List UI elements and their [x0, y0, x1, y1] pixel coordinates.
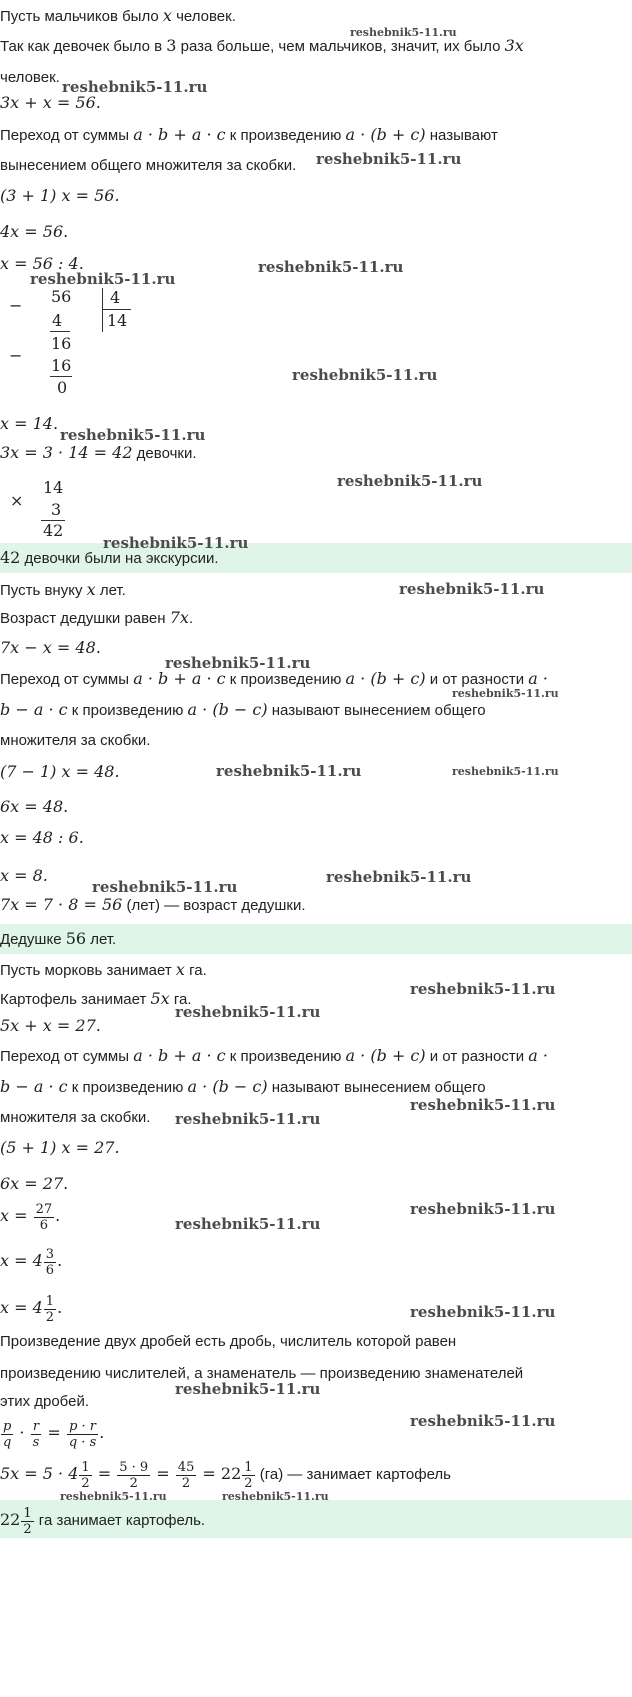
watermark: reshebnik5-11.ru: [410, 1412, 556, 1430]
watermark: reshebnik5-11.ru: [452, 687, 559, 700]
equation: [0, 1292, 62, 1325]
text: и от разности: [425, 671, 529, 688]
watermark: reshebnik5-11.ru: [410, 980, 556, 998]
fraction: [31, 1419, 42, 1450]
denominator: 6: [45, 1262, 55, 1278]
numerator: 5 · 9: [119, 1459, 149, 1475]
factor: 3: [51, 500, 62, 519]
denominator: 2: [181, 1475, 191, 1491]
numerator: 27: [35, 1201, 53, 1217]
watermark: reshebnik5-11.ru: [175, 1380, 321, 1398]
math: 22: [0, 1510, 21, 1529]
text: лет.: [86, 931, 117, 948]
watermark: reshebnik5-11.ru: [337, 472, 483, 490]
partial-subtrahend: 16: [51, 356, 72, 375]
fraction-rule: [0, 1415, 104, 1452]
watermark: reshebnik5-11.ru: [399, 580, 545, 598]
fraction: [34, 1202, 55, 1233]
watermark: reshebnik5-11.ru: [292, 366, 438, 384]
watermark: reshebnik5-11.ru: [350, 26, 457, 39]
dividend: 56: [51, 287, 72, 306]
math: b − a · c: [0, 700, 68, 719]
fraction: [44, 1247, 56, 1278]
math: a · (b − c): [187, 700, 268, 719]
text: к произведению: [67, 1079, 188, 1096]
equation: 4x = 56.: [0, 222, 69, 241]
text: Переход от суммы: [0, 671, 134, 688]
math: a ·: [528, 669, 549, 688]
fraction: [67, 1419, 98, 1450]
answer: [0, 1502, 205, 1539]
text-line: множителя за скобки.: [0, 1109, 151, 1126]
text: (лет) — возраст дедушки.: [122, 897, 306, 914]
calculation: [0, 1456, 451, 1493]
math: a · b + a · c: [133, 125, 226, 144]
subtrahend: 4: [52, 311, 63, 330]
text: к произведению: [67, 702, 188, 719]
product: 42: [43, 521, 64, 540]
watermark: reshebnik5-11.ru: [258, 258, 404, 276]
underline: [50, 376, 72, 377]
watermark: reshebnik5-11.ru: [410, 1303, 556, 1321]
math: x: [162, 6, 172, 25]
watermark: reshebnik5-11.ru: [60, 1490, 167, 1503]
text: называют вынесением общего: [267, 1079, 486, 1096]
math: a · b + a · c: [133, 669, 226, 688]
denominator: 2: [81, 1475, 90, 1491]
text: девочки были на экскурсии.: [20, 550, 219, 567]
watermark: reshebnik5-11.ru: [103, 534, 249, 552]
math: x: [175, 960, 185, 979]
text-line: вынесением общего множителя за скобки.: [0, 157, 297, 174]
math: 3x: [504, 36, 524, 55]
math: 3: [166, 36, 177, 55]
watermark: reshebnik5-11.ru: [175, 1110, 321, 1128]
text-line: [0, 36, 524, 57]
denominator: s: [32, 1434, 40, 1450]
equation: 3x + x = 56.: [0, 93, 101, 112]
remainder: 0: [57, 378, 68, 397]
denominator: 2: [23, 1521, 32, 1537]
numerator: 3: [45, 1246, 55, 1262]
divisor-line: [103, 309, 131, 310]
quotient: 14: [107, 311, 128, 330]
text: Возраст дедушки равен: [0, 610, 170, 627]
watermark: reshebnik5-11.ru: [326, 868, 472, 886]
math: 5x = 5 · 4: [0, 1464, 79, 1483]
text: называют вынесением общего: [267, 702, 486, 719]
watermark: reshebnik5-11.ru: [410, 1200, 556, 1218]
denominator: 2: [244, 1475, 253, 1491]
text: лет.: [95, 582, 126, 599]
equation: 5x + x = 27.: [0, 1016, 101, 1035]
watermark: reshebnik5-11.ru: [60, 426, 206, 444]
underline: [50, 331, 70, 332]
text: Пусть морковь занимает: [0, 962, 176, 979]
text: девочки.: [132, 445, 197, 462]
text: Пусть мальчиков было: [0, 8, 163, 25]
watermark: reshebnik5-11.ru: [222, 1490, 329, 1503]
math: =: [92, 1464, 117, 1483]
minus-sign: −: [9, 296, 23, 315]
fraction: [117, 1460, 150, 1491]
fraction: [21, 1506, 33, 1537]
text: называют: [425, 127, 498, 144]
numerator: 1: [81, 1459, 90, 1475]
math: =: [42, 1423, 66, 1442]
text: раза больше, чем мальчиков, значит, их было: [176, 38, 505, 55]
watermark: reshebnik5-11.ru: [316, 150, 462, 168]
numerator: 1: [244, 1459, 253, 1475]
math: ·: [14, 1423, 30, 1442]
fraction: [242, 1460, 254, 1491]
watermark: reshebnik5-11.ru: [175, 1003, 321, 1021]
math: 56: [65, 929, 87, 948]
partial-dividend: 16: [51, 334, 72, 353]
numerator: r: [31, 1419, 42, 1435]
factor: 14: [43, 478, 64, 497]
equation: 6x = 27.: [0, 1174, 69, 1193]
equation: x = 8.: [0, 866, 48, 885]
numerator: 1: [45, 1293, 55, 1309]
text-line: [0, 700, 486, 721]
math: x = 4: [0, 1251, 43, 1270]
text: (га) — занимает картофель: [255, 1466, 452, 1483]
division-bar: [102, 288, 103, 332]
math: x: [86, 580, 96, 599]
math: a · (b − c): [187, 1077, 268, 1096]
text-line: Произведение двух дробей есть дробь, числитель которой равен: [0, 1333, 457, 1350]
text-line: [0, 580, 126, 601]
math: .: [55, 1206, 61, 1225]
equation: 6x = 48.: [0, 797, 69, 816]
equation-line: [0, 895, 306, 916]
text: га занимает картофель.: [34, 1512, 206, 1529]
numerator: p · r: [67, 1419, 98, 1435]
denominator: q: [3, 1434, 12, 1450]
equation: (5 + 1) x = 27.: [0, 1138, 120, 1157]
equation: x = 14.: [0, 414, 59, 433]
minus-sign: −: [9, 346, 23, 365]
watermark: reshebnik5-11.ru: [165, 654, 311, 672]
watermark: reshebnik5-11.ru: [92, 878, 238, 896]
equation: [0, 1245, 62, 1278]
math: b − a · c: [0, 1077, 68, 1096]
equation: x = 48 : 6.: [0, 828, 84, 847]
text: га.: [184, 962, 207, 979]
denominator: q · s: [68, 1434, 97, 1450]
math: 3x = 3 · 14 = 42: [0, 443, 133, 462]
math: 7x = 7 · 8 = 56: [0, 895, 123, 914]
text-line: [0, 608, 193, 629]
divisor: 4: [110, 288, 121, 307]
watermark: reshebnik5-11.ru: [410, 1096, 556, 1114]
text: к произведению: [225, 671, 346, 688]
fraction: [1, 1419, 13, 1450]
text-line: [0, 1077, 486, 1098]
text: Переход от суммы: [0, 1048, 134, 1065]
text-line: множителя за скобки.: [0, 732, 151, 749]
equation: 7x − x = 48.: [0, 638, 101, 657]
equation-line: [0, 443, 197, 464]
text-line: [0, 960, 207, 981]
text: к произведению: [225, 1048, 346, 1065]
watermark: reshebnik5-11.ru: [175, 1215, 321, 1233]
equation: (3 + 1) x = 56.: [0, 186, 120, 205]
text: и от разности: [425, 1048, 529, 1065]
math: .: [99, 1423, 105, 1442]
math: =: [151, 1464, 175, 1483]
text-line: [0, 125, 498, 146]
math: 5x: [150, 989, 170, 1008]
answer: [0, 929, 116, 950]
fraction: [44, 1294, 56, 1325]
math: a · b + a · c: [133, 1046, 226, 1065]
math: a · (b + c): [345, 125, 426, 144]
math: a ·: [528, 1046, 549, 1065]
text: Дедушке: [0, 931, 66, 948]
fraction: [79, 1460, 91, 1491]
text: к произведению: [225, 127, 346, 144]
numerator: p: [3, 1418, 12, 1434]
text: человек.: [171, 8, 236, 25]
text-line: произведению числителей, а знаменатель — произведению знаменателей: [0, 1365, 524, 1382]
denominator: 6: [39, 1217, 49, 1233]
denominator: 2: [45, 1309, 55, 1325]
math: a · (b + c): [345, 1046, 426, 1065]
text: га.: [169, 991, 192, 1008]
math: .: [57, 1298, 63, 1317]
text: Картофель занимает: [0, 991, 151, 1008]
equation: (7 − 1) x = 48.: [0, 762, 120, 781]
equation: x = 56 : 4.: [0, 254, 84, 273]
math: 7x: [169, 608, 189, 627]
equation: [0, 1200, 60, 1233]
text-line: [0, 989, 192, 1010]
numerator: 45: [177, 1459, 195, 1475]
math: 42: [0, 548, 21, 567]
watermark: reshebnik5-11.ru: [452, 765, 559, 778]
numerator: 1: [23, 1505, 32, 1521]
text: Пусть внуку: [0, 582, 87, 599]
text-line: [0, 6, 236, 27]
math: x =: [0, 1206, 33, 1225]
math: x = 4: [0, 1298, 43, 1317]
text: Переход от суммы: [0, 127, 134, 144]
text-line: [0, 1046, 548, 1067]
watermark: reshebnik5-11.ru: [62, 78, 208, 96]
watermark: reshebnik5-11.ru: [30, 270, 176, 288]
fraction: [176, 1460, 197, 1491]
text: Так как девочек было в: [0, 38, 167, 55]
math: = 22: [197, 1464, 242, 1483]
denominator: 2: [129, 1475, 138, 1491]
text: .: [188, 610, 194, 627]
math: a · (b + c): [345, 669, 426, 688]
watermark: reshebnik5-11.ru: [216, 762, 362, 780]
text-line: этих дробей.: [0, 1393, 89, 1410]
times-sign: ×: [10, 491, 24, 510]
text-line: человек.: [0, 69, 60, 86]
math: .: [57, 1251, 63, 1270]
